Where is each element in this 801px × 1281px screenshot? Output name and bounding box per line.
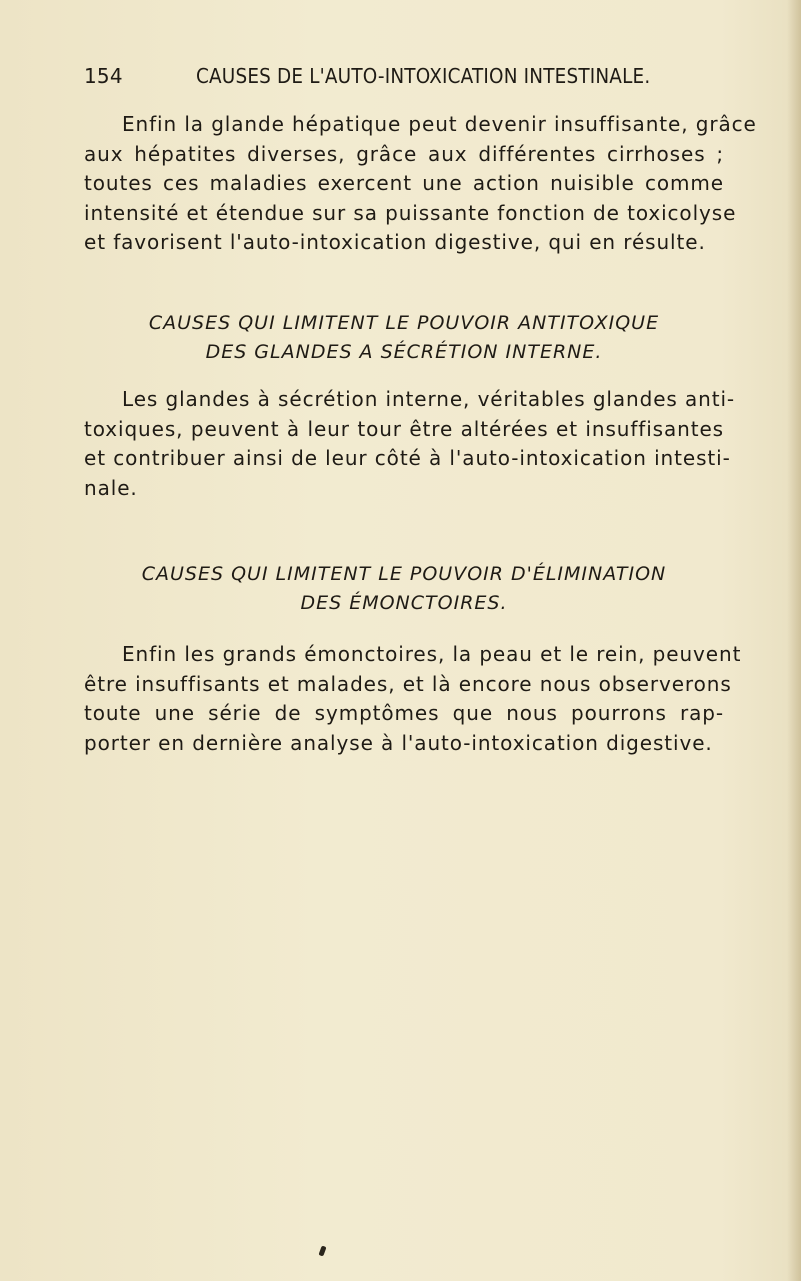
paragraph-line: Enfin les grands émonctoires, la peau et le rein, peuvent xyxy=(122,642,742,666)
section-heading-elimination xyxy=(84,560,724,618)
paragraph-line: être insuffisants et malades, et là encore nous observerons xyxy=(84,671,732,696)
paragraph-hepatic-gland xyxy=(84,110,757,258)
paragraph-line: porter en dernière analyse à l'auto-intoxication digestive. xyxy=(84,730,713,755)
heading-line: DES GLANDES A SÉCRÉTION INTERNE. xyxy=(205,341,603,363)
heading-line: CAUSES QUI LIMITENT LE POUVOIR D'ÉLIMINATION xyxy=(141,563,667,585)
ink-speck xyxy=(318,1245,326,1256)
paragraph-line: aux hépatites diverses, grâce aux différentes cirrhoses ; xyxy=(84,141,724,166)
section-heading-antitoxic xyxy=(84,309,724,367)
paragraph-line: nale. xyxy=(84,475,138,500)
paragraph-line: et contribuer ainsi de leur côté à l'auto-intoxication intesti- xyxy=(84,446,731,470)
page-number: 154 xyxy=(84,64,123,88)
paragraph-emunctories xyxy=(84,640,742,758)
page-header xyxy=(84,64,724,92)
paragraph-line: Enfin la glande hépatique peut devenir insuffisante, grâce xyxy=(122,112,757,136)
heading-line: CAUSES QUI LIMITENT LE POUVOIR ANTITOXIQUE xyxy=(148,312,660,334)
paragraph-line: et favorisent l'auto-intoxication digestive, qui en résulte. xyxy=(84,230,706,254)
paragraph-line: toute une série de symptômes que nous pourrons rap- xyxy=(84,701,724,725)
paragraph-line: intensité et étendue sur sa puissante fonction de toxicolyse xyxy=(84,200,737,225)
paragraph-line: toutes ces maladies exercent une action nuisible comme xyxy=(84,171,724,195)
paragraph-line: Les glandes à sécrétion interne, véritables glandes anti- xyxy=(122,387,736,411)
page-edge-shadow xyxy=(787,0,801,1281)
paragraph-line: toxiques, peuvent à leur tour être altérées et insuffisantes xyxy=(84,416,724,441)
paragraph-internal-secretion xyxy=(84,385,736,503)
heading-line: DES ÉMONCTOIRES. xyxy=(300,592,508,614)
running-head: CAUSES DE L'AUTO-INTOXICATION INTESTINALE. xyxy=(196,64,651,88)
